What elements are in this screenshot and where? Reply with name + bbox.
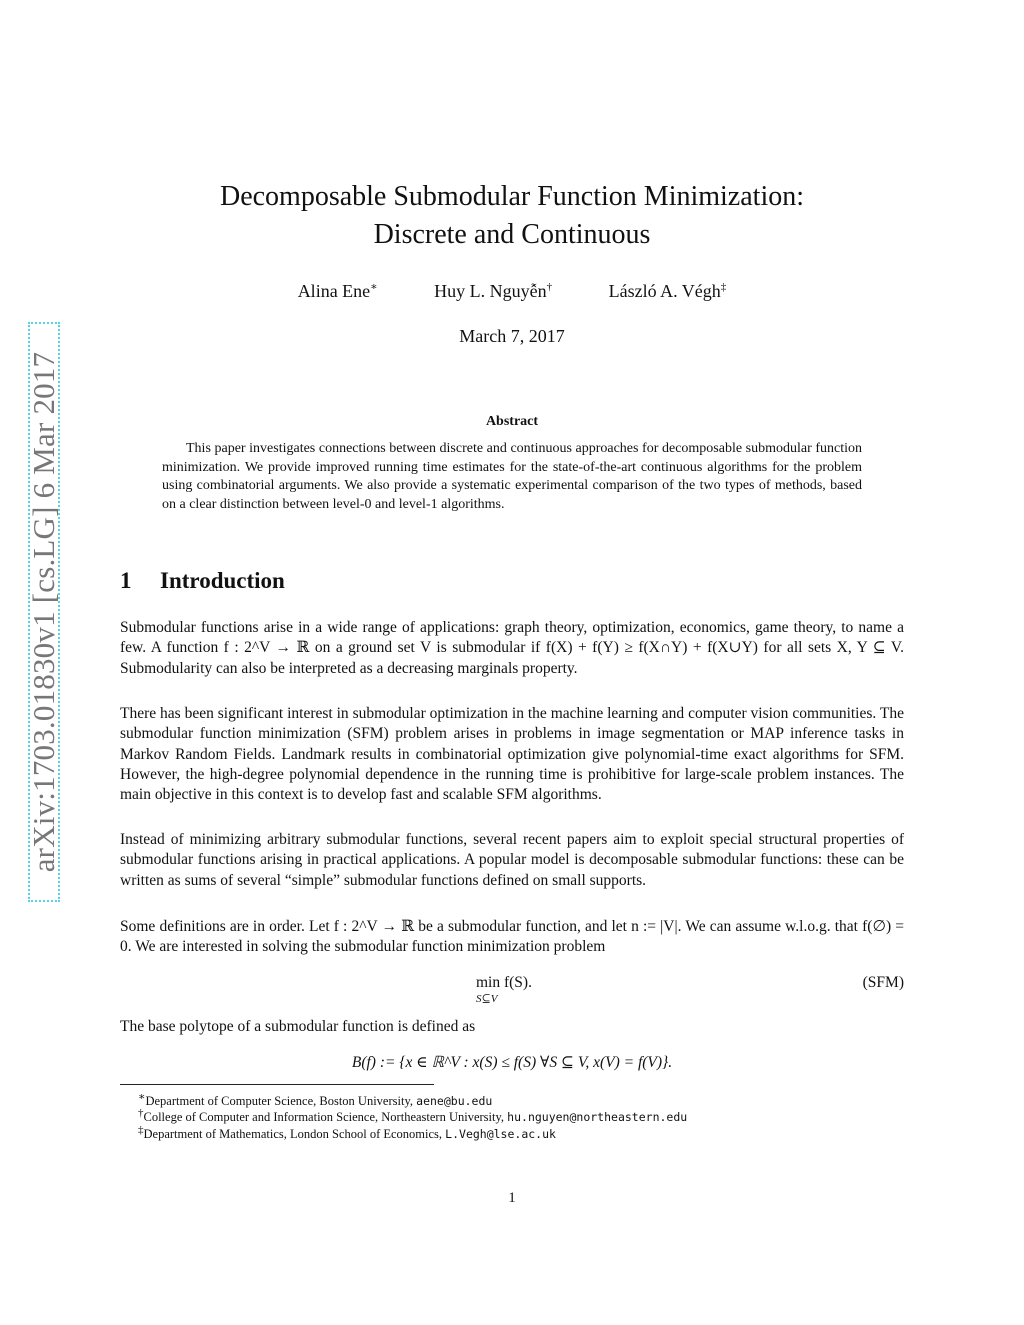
author [434,281,552,302]
abstract-text: This paper investigates connections between discrete and continuous approaches for decomposable submodular function minimization. We provide improved running time estimates for the state-of-the-art continuous algorithms for the problem using combinatorial arguments. We also provide a systematic experimental comparison of the two types of methods, based on a clear distinction between level-0 and level-1 algorithms. [162,441,862,512]
footnote [138,1124,556,1142]
paragraph: Instead of minimizing arbitrary submodular functions, several recent papers aim to exploit special structural properties of submodular functions arising in practical applications. A popular model is decomposable submodular functions: these can be written as sums of several “simple” submodular functions defined on small supports. [120,831,904,889]
footnote-email[interactable]: L.Vegh@lse.ac.uk [445,1127,556,1142]
footnote-mark: ∗ [138,1091,146,1103]
footnote-text: Department of Computer Science, Boston University, [145,1094,417,1109]
paragraph: The base polytope of a submodular function is defined as [120,1018,476,1035]
paragraph: Some definitions are in order. Let f : 2^V → ℝ be a submodular function, and let n := |V|. We can assume w.l.o.g. that f(∅) = 0. We are interested in solving the submodular function minimization problem [120,918,904,956]
equation-sfm-subscript: S⊆V [476,993,498,1005]
arxiv-stamp [28,322,60,902]
arxiv-stamp-text: arXiv:1703.01830v1 [cs.LG] 6 Mar 2017 [26,351,61,873]
author-name: László A. Végh [608,281,721,301]
equation-sfm [0,974,1024,1014]
footnote-text: College of Computer and Information Science, Northeastern University, [143,1110,508,1125]
section-heading [120,568,285,594]
title-line-1: Decomposable Submodular Function Minimization: [219,181,805,212]
title-line-2: Discrete and Continuous [373,219,651,250]
footnote-mark: ‡ [138,1124,144,1136]
equation-base-polytope: B(f) := {x ∈ ℝ^V : x(S) ≤ f(S) ∀S ⊆ V, x(V) = f(V)}. [351,1054,673,1071]
equation-sfm-main: min f(S). [476,974,532,991]
paragraph: There has been significant interest in submodular optimization in the machine learning and computer vision communities. The submodular function minimization (SFM) problem arises in problems in image segmentation or MAP inference tasks in Markov Random Fields. Landmark results in combinatorial optimization give polynomial-time exact algorithms for SFM. However, the high-degree polynomial dependence in the running time is prohibitive for large-scale problem instances. The main objective in this context is to develop fast and scalable SFM algorithms. [120,705,904,804]
author-mark: † [546,281,553,293]
paper-title [0,178,1024,254]
author [609,281,727,302]
section-title: Introduction [160,568,285,593]
footnote-rule [120,1084,434,1085]
footnote-mark: † [138,1107,144,1119]
author-list [0,280,1024,302]
equation-sfm-tag: (SFM) [862,974,904,991]
footnote [138,1107,687,1125]
author [298,280,378,302]
author-mark: ‡ [720,281,727,293]
footnote-email[interactable]: aene@bu.edu [416,1094,493,1109]
paragraph: Submodular functions arise in a wide range of applications: graph theory, optimization, economics, game theory, to name a few. A function f : 2^V → ℝ on a ground set V is submodular if f(X) + f(Y) ≥ f(X∩Y) + f(X∪Y) for all sets X, Y ⊆ V. Submodularity can also be interpreted as a decreasing marginals property. [120,619,904,677]
author-name: Huy L. Nguyễn [434,281,547,301]
paper-date: March 7, 2017 [459,326,565,346]
author-name: Alina Ene [297,281,371,301]
author-mark: ∗ [370,281,378,293]
footnote-email[interactable]: hu.nguyen@northeastern.edu [507,1110,688,1125]
section-number: 1 [120,568,132,593]
page-number: 1 [508,1190,516,1206]
footnote-text: Department of Mathematics, London School of Economics, [143,1127,446,1142]
abstract-heading: Abstract [485,414,539,429]
